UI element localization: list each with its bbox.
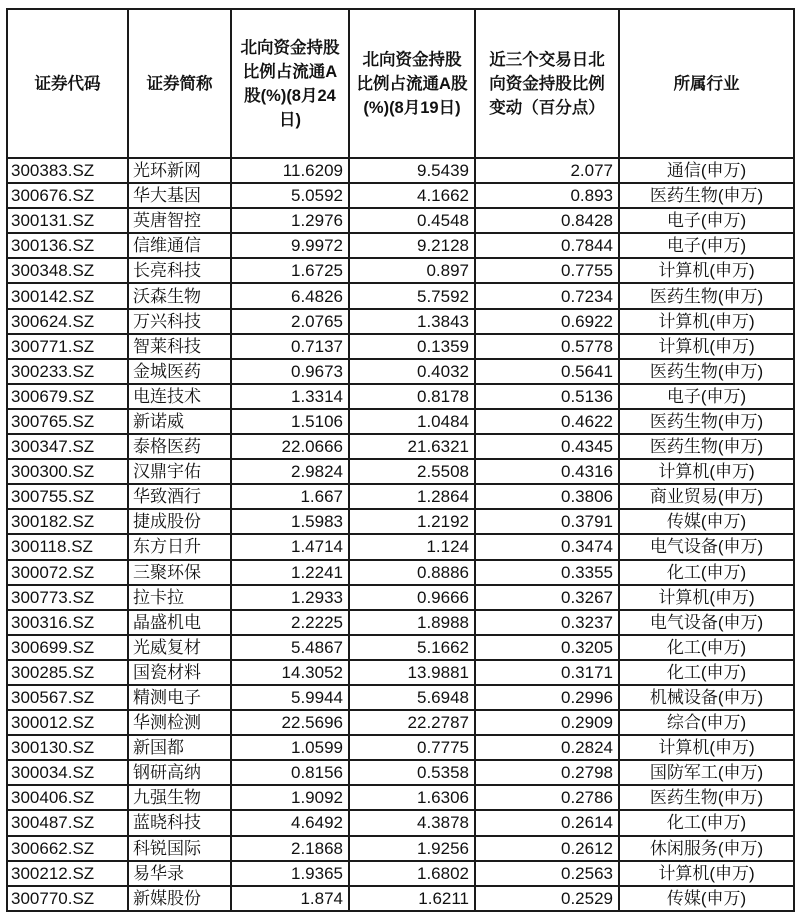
cell-security-name: 捷成股份 — [128, 509, 231, 534]
cell-holding-aug24: 2.2225 — [231, 610, 349, 635]
cell-holding-change: 0.3171 — [475, 660, 619, 685]
cell-holding-aug24: 1.2241 — [231, 560, 349, 585]
cell-security-name: 汉鼎宇佑 — [128, 459, 231, 484]
cell-holding-aug24: 14.3052 — [231, 660, 349, 685]
table-row — [7, 836, 794, 861]
table-row — [7, 233, 794, 258]
cell-holding-change: 0.7755 — [475, 258, 619, 283]
table-row — [7, 886, 794, 911]
cell-holding-change: 0.5136 — [475, 384, 619, 409]
table-row — [7, 359, 794, 384]
table-row — [7, 183, 794, 208]
table-row — [7, 610, 794, 635]
cell-holding-aug24: 1.9365 — [231, 861, 349, 886]
table-row — [7, 334, 794, 359]
cell-industry: 化工(申万) — [619, 810, 794, 835]
cell-holding-change: 0.2996 — [475, 685, 619, 710]
cell-holding-change: 0.4622 — [475, 409, 619, 434]
table-header — [7, 9, 794, 158]
cell-holding-aug24: 4.6492 — [231, 810, 349, 835]
table-row — [7, 635, 794, 660]
cell-holding-aug24: 1.2933 — [231, 585, 349, 610]
cell-industry: 电气设备(申万) — [619, 534, 794, 559]
cell-holding-aug19: 0.7775 — [349, 735, 475, 760]
cell-holding-change: 0.5641 — [475, 359, 619, 384]
cell-security-code: 300567.SZ — [7, 685, 128, 710]
cell-holding-aug24: 1.0599 — [231, 735, 349, 760]
table-body — [7, 158, 794, 911]
header-row — [7, 9, 794, 158]
header-security-name: 证券简称 — [128, 9, 231, 158]
cell-security-code: 300118.SZ — [7, 534, 128, 559]
table-row — [7, 735, 794, 760]
cell-holding-aug24: 5.4867 — [231, 635, 349, 660]
cell-industry: 计算机(申万) — [619, 861, 794, 886]
table-row — [7, 258, 794, 283]
cell-security-code: 300130.SZ — [7, 735, 128, 760]
cell-security-name: 新媒股份 — [128, 886, 231, 911]
cell-security-name: 钢研高纳 — [128, 760, 231, 785]
cell-holding-aug19: 2.5508 — [349, 459, 475, 484]
cell-industry: 电气设备(申万) — [619, 610, 794, 635]
table-row — [7, 861, 794, 886]
cell-holding-aug24: 6.4826 — [231, 283, 349, 308]
cell-holding-aug24: 5.9944 — [231, 685, 349, 710]
cell-holding-aug19: 1.8988 — [349, 610, 475, 635]
cell-security-name: 光威复材 — [128, 635, 231, 660]
cell-holding-change: 0.2909 — [475, 710, 619, 735]
cell-holding-change: 0.3474 — [475, 534, 619, 559]
cell-security-name: 科锐国际 — [128, 836, 231, 861]
cell-security-name: 泰格医药 — [128, 434, 231, 459]
table-row — [7, 484, 794, 509]
cell-holding-change: 0.2563 — [475, 861, 619, 886]
cell-security-code: 300487.SZ — [7, 810, 128, 835]
cell-security-code: 300136.SZ — [7, 233, 128, 258]
cell-security-name: 国瓷材料 — [128, 660, 231, 685]
cell-security-code: 300131.SZ — [7, 208, 128, 233]
cell-security-code: 300406.SZ — [7, 785, 128, 810]
cell-holding-aug19: 1.9256 — [349, 836, 475, 861]
cell-holding-change: 0.893 — [475, 183, 619, 208]
cell-holding-aug19: 22.2787 — [349, 710, 475, 735]
cell-industry: 机械设备(申万) — [619, 685, 794, 710]
cell-industry: 医药生物(申万) — [619, 434, 794, 459]
cell-holding-aug24: 1.667 — [231, 484, 349, 509]
cell-security-name: 万兴科技 — [128, 309, 231, 334]
cell-industry: 电子(申万) — [619, 233, 794, 258]
cell-industry: 通信(申万) — [619, 158, 794, 183]
table-row — [7, 158, 794, 183]
table-row — [7, 534, 794, 559]
cell-industry: 传媒(申万) — [619, 886, 794, 911]
cell-holding-aug19: 1.3843 — [349, 309, 475, 334]
cell-industry: 医药生物(申万) — [619, 283, 794, 308]
cell-holding-change: 0.4316 — [475, 459, 619, 484]
cell-industry: 医药生物(申万) — [619, 409, 794, 434]
cell-holding-change: 0.3355 — [475, 560, 619, 585]
cell-holding-aug24: 1.4714 — [231, 534, 349, 559]
cell-holding-aug19: 5.6948 — [349, 685, 475, 710]
cell-holding-aug19: 1.124 — [349, 534, 475, 559]
cell-holding-aug19: 1.2192 — [349, 509, 475, 534]
cell-security-name: 英唐智控 — [128, 208, 231, 233]
cell-security-code: 300300.SZ — [7, 459, 128, 484]
cell-holding-aug24: 0.7137 — [231, 334, 349, 359]
cell-security-code: 300765.SZ — [7, 409, 128, 434]
cell-security-name: 易华录 — [128, 861, 231, 886]
cell-holding-aug24: 1.5106 — [231, 409, 349, 434]
cell-holding-aug24: 1.3314 — [231, 384, 349, 409]
cell-holding-change: 0.2798 — [475, 760, 619, 785]
cell-security-code: 300771.SZ — [7, 334, 128, 359]
cell-holding-aug19: 1.6211 — [349, 886, 475, 911]
cell-holding-aug24: 1.2976 — [231, 208, 349, 233]
cell-holding-change: 0.7234 — [475, 283, 619, 308]
cell-industry: 计算机(申万) — [619, 258, 794, 283]
cell-industry: 化工(申万) — [619, 635, 794, 660]
cell-holding-change: 0.3267 — [475, 585, 619, 610]
cell-holding-aug24: 22.5696 — [231, 710, 349, 735]
cell-holding-change: 0.6922 — [475, 309, 619, 334]
cell-industry: 化工(申万) — [619, 660, 794, 685]
cell-holding-change: 0.2614 — [475, 810, 619, 835]
cell-security-code: 300676.SZ — [7, 183, 128, 208]
cell-holding-aug24: 2.0765 — [231, 309, 349, 334]
table-row — [7, 660, 794, 685]
cell-industry: 医药生物(申万) — [619, 183, 794, 208]
cell-holding-aug24: 2.1868 — [231, 836, 349, 861]
cell-holding-aug19: 5.7592 — [349, 283, 475, 308]
cell-security-code: 300072.SZ — [7, 560, 128, 585]
cell-holding-change: 0.3806 — [475, 484, 619, 509]
cell-holding-aug24: 2.9824 — [231, 459, 349, 484]
cell-security-code: 300662.SZ — [7, 836, 128, 861]
northbound-holdings-table — [6, 8, 795, 912]
table-row — [7, 810, 794, 835]
cell-security-name: 三聚环保 — [128, 560, 231, 585]
table-row — [7, 434, 794, 459]
cell-holding-aug19: 9.2128 — [349, 233, 475, 258]
cell-security-name: 长亮科技 — [128, 258, 231, 283]
cell-security-name: 新诺威 — [128, 409, 231, 434]
cell-industry: 电子(申万) — [619, 208, 794, 233]
cell-security-name: 晶盛机电 — [128, 610, 231, 635]
cell-holding-aug24: 22.0666 — [231, 434, 349, 459]
cell-holding-aug19: 0.897 — [349, 258, 475, 283]
table-row — [7, 760, 794, 785]
cell-holding-aug24: 1.6725 — [231, 258, 349, 283]
cell-industry: 计算机(申万) — [619, 334, 794, 359]
cell-holding-aug19: 0.4548 — [349, 208, 475, 233]
cell-security-code: 300679.SZ — [7, 384, 128, 409]
table-row — [7, 208, 794, 233]
cell-holding-change: 0.5778 — [475, 334, 619, 359]
cell-security-name: 华测检测 — [128, 710, 231, 735]
table-row — [7, 560, 794, 585]
cell-holding-change: 0.3237 — [475, 610, 619, 635]
cell-holding-change: 2.077 — [475, 158, 619, 183]
cell-industry: 化工(申万) — [619, 560, 794, 585]
cell-industry: 计算机(申万) — [619, 309, 794, 334]
header-holding-change: 近三个交易日北向资金持股比例变动（百分点） — [475, 9, 619, 158]
cell-industry: 计算机(申万) — [619, 735, 794, 760]
cell-holding-aug19: 0.5358 — [349, 760, 475, 785]
cell-security-name: 电连技术 — [128, 384, 231, 409]
cell-security-name: 拉卡拉 — [128, 585, 231, 610]
cell-industry: 传媒(申万) — [619, 509, 794, 534]
cell-holding-change: 0.4345 — [475, 434, 619, 459]
cell-security-name: 沃森生物 — [128, 283, 231, 308]
header-holding-aug24: 北向资金持股比例占流通A股(%)(8月24日) — [231, 9, 349, 158]
cell-security-code: 300012.SZ — [7, 710, 128, 735]
cell-holding-change: 0.2529 — [475, 886, 619, 911]
cell-security-code: 300624.SZ — [7, 309, 128, 334]
cell-security-name: 智莱科技 — [128, 334, 231, 359]
cell-security-code: 300285.SZ — [7, 660, 128, 685]
table-row — [7, 509, 794, 534]
cell-security-name: 蓝晓科技 — [128, 810, 231, 835]
cell-security-code: 300182.SZ — [7, 509, 128, 534]
cell-holding-aug19: 21.6321 — [349, 434, 475, 459]
cell-security-name: 华致酒行 — [128, 484, 231, 509]
cell-industry: 休闲服务(申万) — [619, 836, 794, 861]
cell-holding-change: 0.2612 — [475, 836, 619, 861]
cell-security-code: 300034.SZ — [7, 760, 128, 785]
table-row — [7, 785, 794, 810]
header-industry: 所属行业 — [619, 9, 794, 158]
cell-security-code: 300348.SZ — [7, 258, 128, 283]
cell-industry: 计算机(申万) — [619, 585, 794, 610]
cell-security-code: 300770.SZ — [7, 886, 128, 911]
cell-security-name: 光环新网 — [128, 158, 231, 183]
cell-security-code: 300142.SZ — [7, 283, 128, 308]
cell-holding-change: 0.7844 — [475, 233, 619, 258]
cell-industry: 医药生物(申万) — [619, 785, 794, 810]
cell-security-code: 300773.SZ — [7, 585, 128, 610]
cell-security-name: 九强生物 — [128, 785, 231, 810]
cell-holding-aug19: 0.9666 — [349, 585, 475, 610]
cell-industry: 医药生物(申万) — [619, 359, 794, 384]
cell-holding-aug24: 0.9673 — [231, 359, 349, 384]
cell-security-code: 300699.SZ — [7, 635, 128, 660]
table-row — [7, 309, 794, 334]
cell-holding-change: 0.3791 — [475, 509, 619, 534]
cell-security-name: 华大基因 — [128, 183, 231, 208]
cell-industry: 国防军工(申万) — [619, 760, 794, 785]
cell-holding-aug19: 4.1662 — [349, 183, 475, 208]
cell-security-code: 300316.SZ — [7, 610, 128, 635]
cell-security-name: 东方日升 — [128, 534, 231, 559]
cell-security-name: 信维通信 — [128, 233, 231, 258]
cell-holding-aug24: 9.9972 — [231, 233, 349, 258]
cell-holding-aug24: 0.8156 — [231, 760, 349, 785]
header-holding-aug19: 北向资金持股比例占流通A股(%)(8月19日) — [349, 9, 475, 158]
cell-holding-aug19: 13.9881 — [349, 660, 475, 685]
cell-holding-aug19: 1.6306 — [349, 785, 475, 810]
table-row — [7, 685, 794, 710]
cell-industry: 商业贸易(申万) — [619, 484, 794, 509]
cell-holding-aug19: 0.8886 — [349, 560, 475, 585]
table-row — [7, 459, 794, 484]
header-security-code: 证券代码 — [7, 9, 128, 158]
cell-holding-change: 0.2786 — [475, 785, 619, 810]
cell-security-name: 精测电子 — [128, 685, 231, 710]
cell-holding-change: 0.8428 — [475, 208, 619, 233]
table-row — [7, 585, 794, 610]
cell-security-name: 金城医药 — [128, 359, 231, 384]
cell-holding-change: 0.3205 — [475, 635, 619, 660]
cell-holding-change: 0.2824 — [475, 735, 619, 760]
cell-holding-aug19: 1.6802 — [349, 861, 475, 886]
cell-industry: 计算机(申万) — [619, 459, 794, 484]
table-row — [7, 384, 794, 409]
cell-security-code: 300755.SZ — [7, 484, 128, 509]
cell-holding-aug24: 1.9092 — [231, 785, 349, 810]
cell-security-code: 300212.SZ — [7, 861, 128, 886]
cell-security-code: 300383.SZ — [7, 158, 128, 183]
table-row — [7, 409, 794, 434]
cell-holding-aug19: 1.0484 — [349, 409, 475, 434]
cell-holding-aug19: 0.8178 — [349, 384, 475, 409]
cell-security-code: 300347.SZ — [7, 434, 128, 459]
cell-holding-aug19: 4.3878 — [349, 810, 475, 835]
cell-holding-aug24: 1.874 — [231, 886, 349, 911]
cell-holding-aug19: 5.1662 — [349, 635, 475, 660]
cell-holding-aug19: 0.1359 — [349, 334, 475, 359]
cell-industry: 综合(申万) — [619, 710, 794, 735]
cell-holding-aug24: 5.0592 — [231, 183, 349, 208]
cell-security-name: 新国都 — [128, 735, 231, 760]
cell-holding-aug19: 0.4032 — [349, 359, 475, 384]
table-row — [7, 710, 794, 735]
cell-security-code: 300233.SZ — [7, 359, 128, 384]
cell-holding-aug19: 1.2864 — [349, 484, 475, 509]
cell-holding-aug19: 9.5439 — [349, 158, 475, 183]
cell-holding-aug24: 1.5983 — [231, 509, 349, 534]
cell-industry: 电子(申万) — [619, 384, 794, 409]
table-row — [7, 283, 794, 308]
cell-holding-aug24: 11.6209 — [231, 158, 349, 183]
